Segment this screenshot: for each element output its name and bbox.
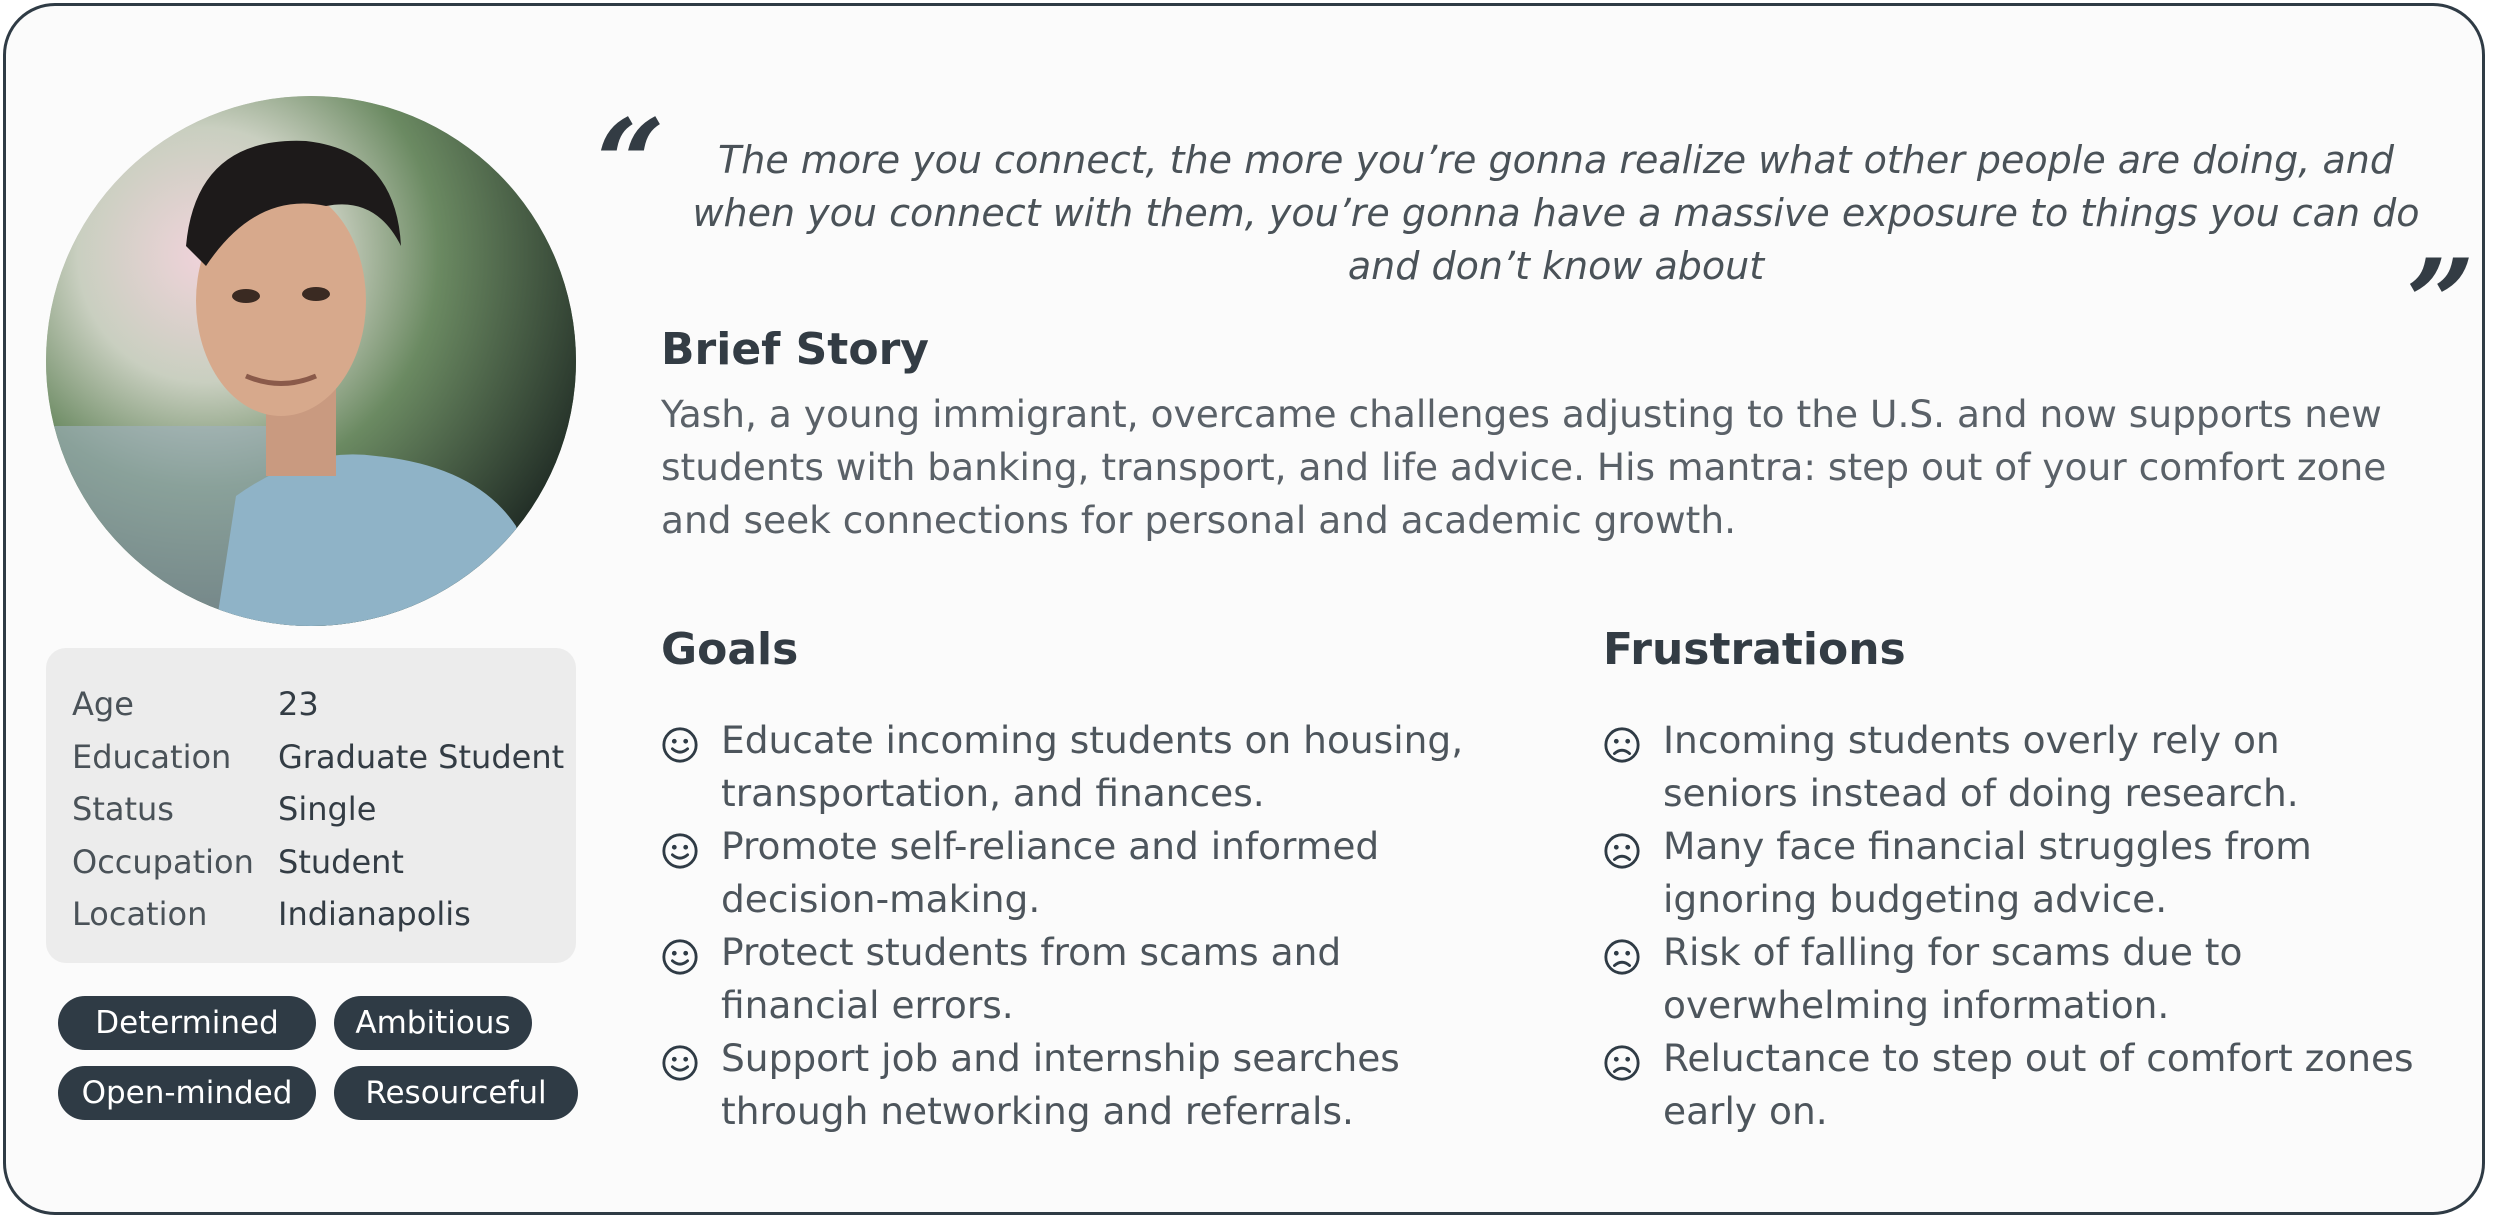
- sad-face-icon: [1603, 938, 1641, 976]
- trait-tag-open-minded: Open-minded: [58, 1066, 316, 1120]
- info-label: Status: [72, 790, 174, 829]
- goal-text: Protect students from scams and financial errors.: [721, 930, 1342, 1027]
- info-label: Education: [72, 737, 232, 776]
- brief-story-title: Brief Story: [661, 324, 929, 375]
- info-value: 23: [278, 685, 319, 724]
- smile-face-icon: [661, 832, 699, 870]
- info-label: Occupation: [72, 842, 254, 881]
- info-row-location: [72, 888, 576, 941]
- trait-tag-determined: Determined: [58, 996, 316, 1050]
- info-value: Single: [278, 790, 377, 829]
- info-row-age: [72, 678, 576, 731]
- close-quote-icon: ”: [2406, 233, 2476, 374]
- goal-text: Educate incoming students on housing, transportation, and finances.: [721, 718, 1464, 815]
- profile-info-panel: [46, 648, 576, 963]
- frustration-text: Many face financial struggles from ignoring budgeting advice.: [1663, 824, 2312, 921]
- smile-face-icon: [661, 938, 699, 976]
- persona-quote: The more you connect, the more you’re gonna realize what other people are doing, and when you connect with them, you’re gonna have a massive exposure to things you can do and don’t know about: [692, 138, 2420, 288]
- info-label: Location: [72, 895, 208, 934]
- profile-photo: [46, 96, 576, 626]
- list-item: [661, 714, 1481, 820]
- list-item: [661, 1032, 1481, 1138]
- open-quote-icon: “: [596, 93, 666, 234]
- list-item: [1603, 714, 2423, 820]
- goal-text: Support job and internship searches through networking and referrals.: [721, 1036, 1400, 1133]
- info-row-status: [72, 783, 576, 836]
- smile-face-icon: [661, 1044, 699, 1082]
- brief-story-text: Yash, a young immigrant, overcame challenges adjusting to the U.S. and now supports new students with banking, transport, and life advice. His mantra: step out of your comfort zone and seek connections for personal and academic growth.: [661, 392, 2387, 542]
- sad-face-icon: [1603, 832, 1641, 870]
- goal-text: Promote self-reliance and informed decision-making.: [721, 824, 1380, 921]
- list-item: [1603, 1032, 2423, 1138]
- frustration-text: Risk of falling for scams due to overwhelming information.: [1663, 930, 2243, 1027]
- frustrations-list: [1603, 714, 2423, 1138]
- info-row-occupation: [72, 836, 576, 889]
- info-value: Graduate Student: [278, 737, 565, 776]
- goals-list: [661, 714, 1481, 1138]
- frustration-text: Reluctance to step out of comfort zones early on.: [1663, 1036, 2414, 1133]
- info-value: Student: [278, 842, 404, 881]
- frustration-text: Incoming students overly rely on seniors instead of doing research.: [1663, 718, 2299, 815]
- list-item: [661, 820, 1481, 926]
- info-value: Indianapolis: [278, 895, 471, 934]
- sad-face-icon: [1603, 1044, 1641, 1082]
- sad-face-icon: [1603, 726, 1641, 764]
- goals-title: Goals: [661, 624, 799, 675]
- list-item: [661, 926, 1481, 1032]
- info-row-education: [72, 731, 576, 784]
- smile-face-icon: [661, 726, 699, 764]
- list-item: [1603, 820, 2423, 926]
- frustrations-title: Frustrations: [1603, 624, 1906, 675]
- persona-card: [3, 3, 2485, 1215]
- list-item: [1603, 926, 2423, 1032]
- person-photo-icon: [46, 96, 576, 626]
- info-label: Age: [72, 685, 134, 724]
- trait-tag-ambitious: Ambitious: [334, 996, 532, 1050]
- trait-tag-resourceful: Resourceful: [334, 1066, 578, 1120]
